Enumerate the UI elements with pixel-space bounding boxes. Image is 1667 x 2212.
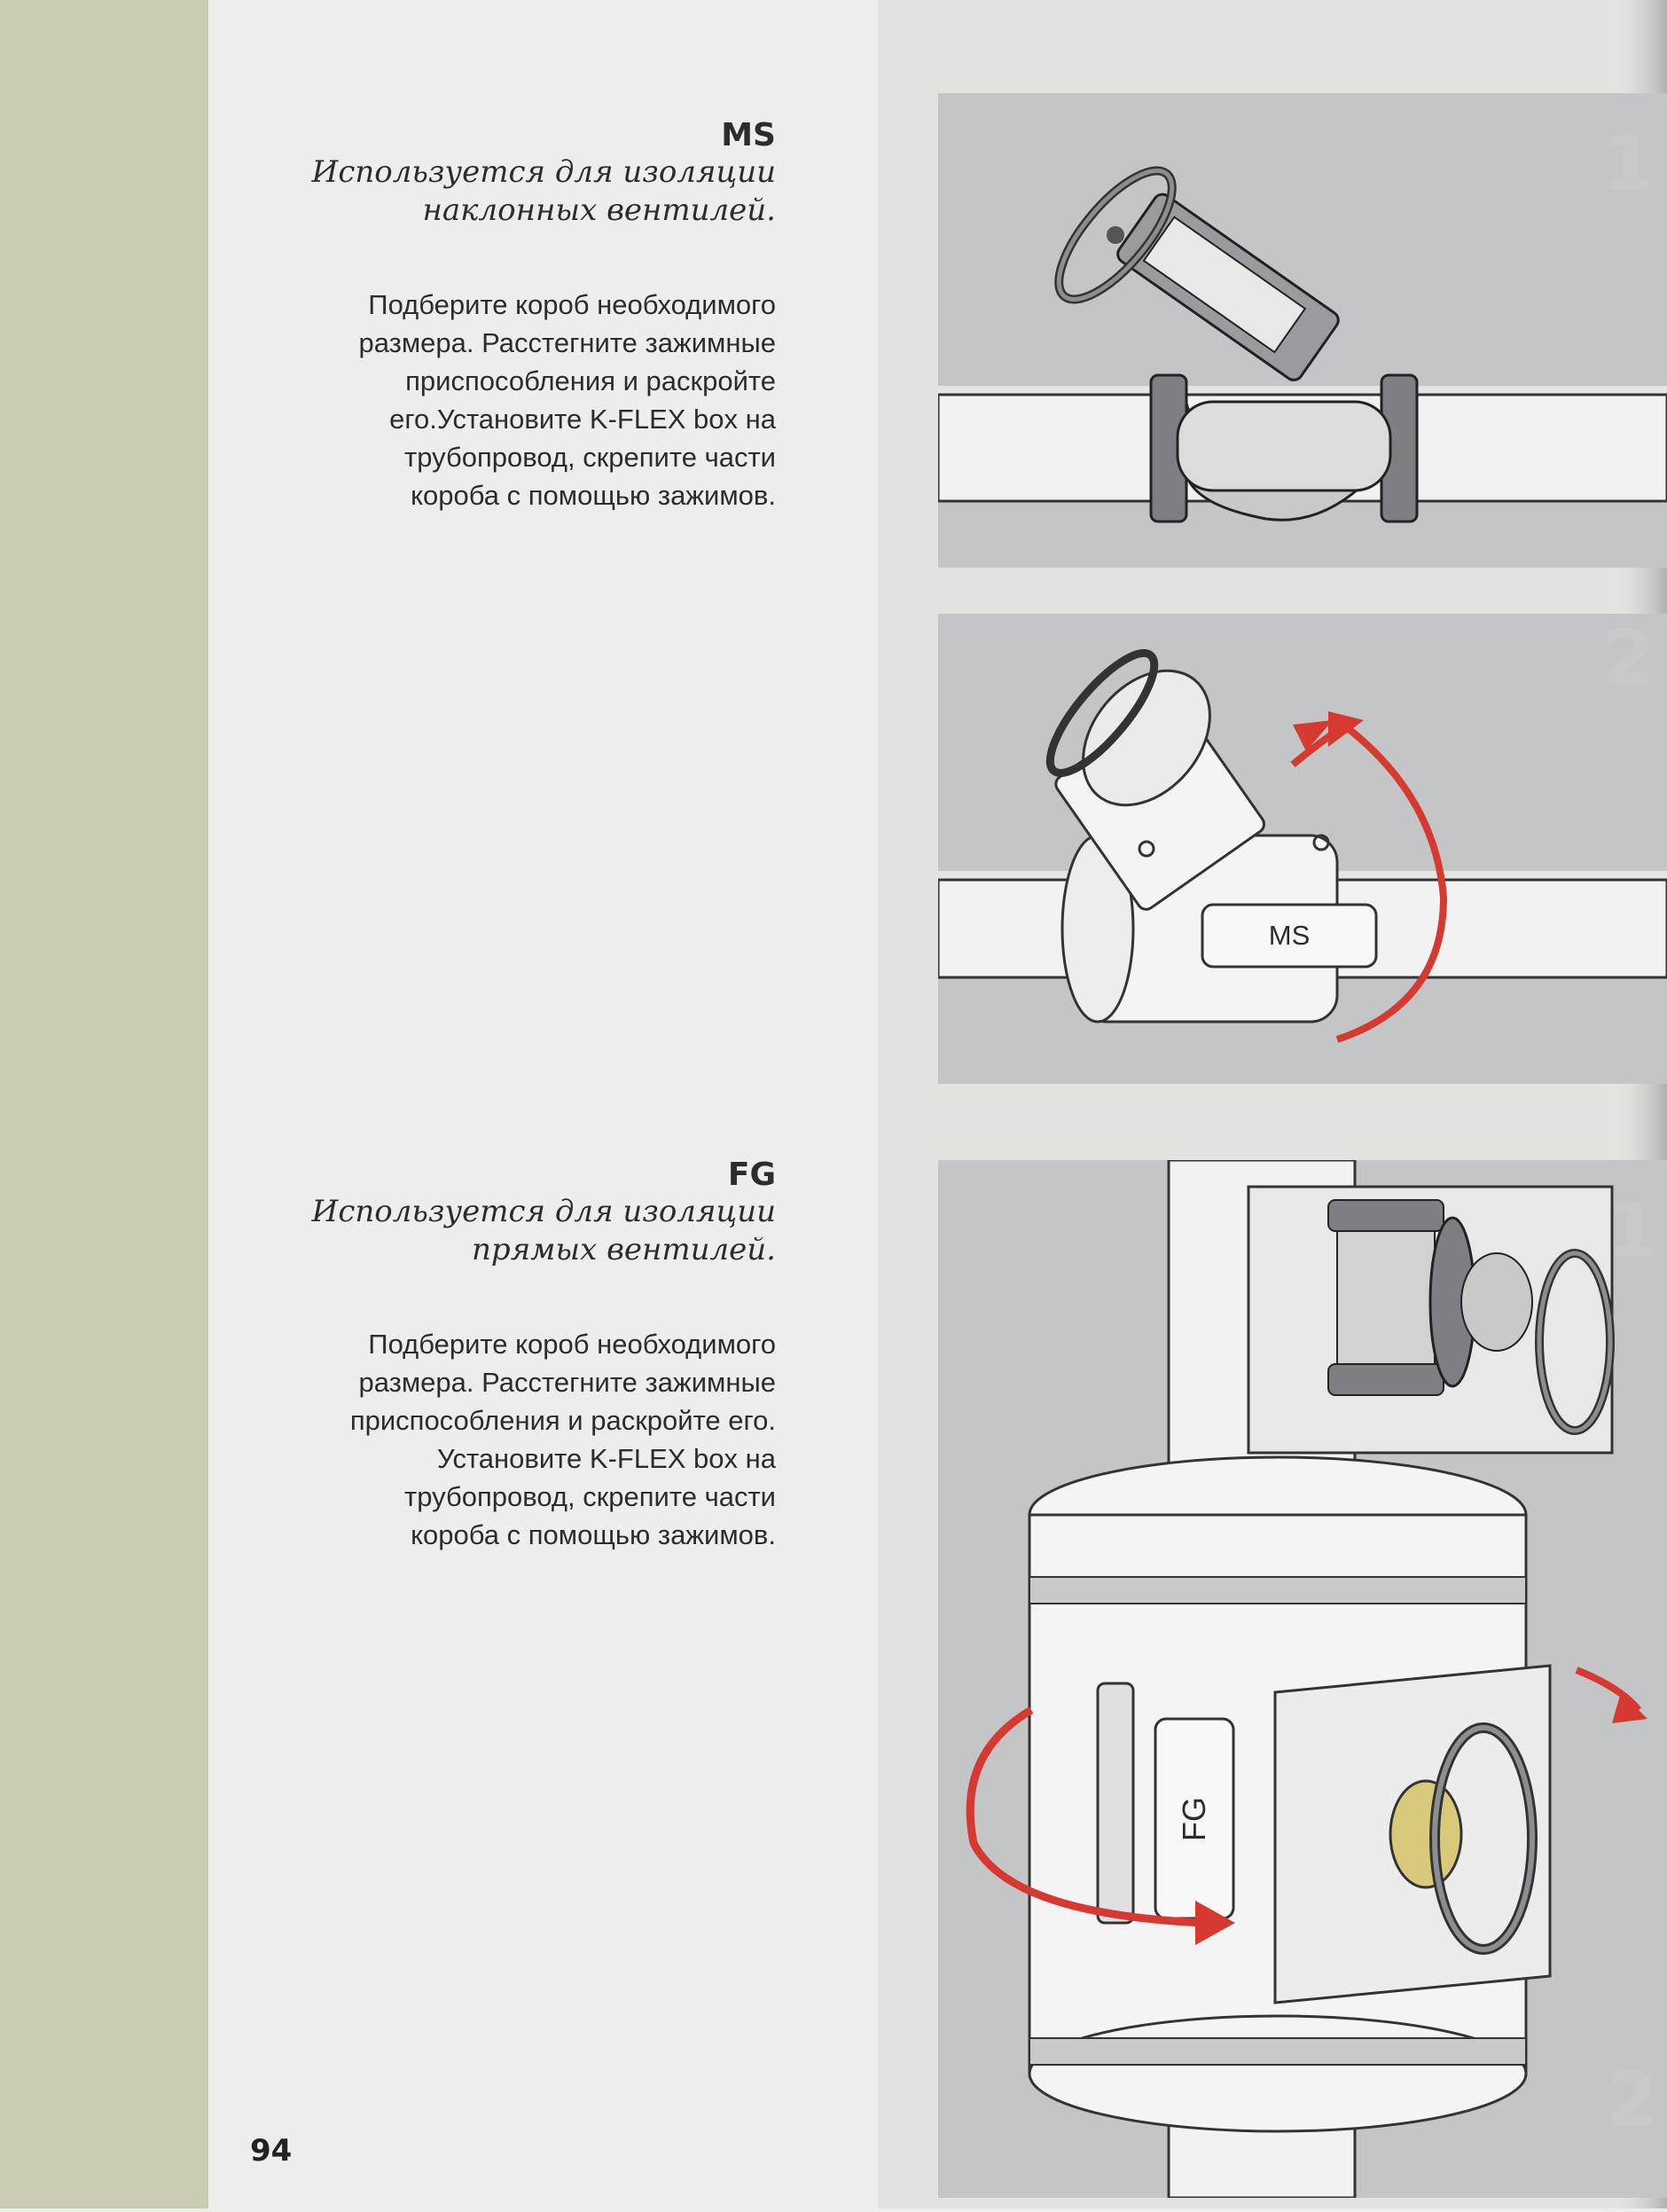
sidebar-accent-band [0, 0, 208, 2208]
ms-box-label: MS [1268, 920, 1311, 951]
ms-body-line: Подберите короб необходимого [368, 289, 776, 320]
page-number: 94 [250, 2133, 293, 2169]
fg-illustration [938, 1160, 1667, 2198]
fg-body-line: размера. Расстегните зажимные [358, 1367, 776, 1398]
fg-subtitle-line: прямых вентилей. [472, 1232, 776, 1267]
fg-step-1-number: 1 [1606, 1187, 1658, 1274]
ms-section-title: MS [721, 117, 776, 153]
ms-subtitle-line: наклонных вентилей. [422, 192, 776, 228]
ms-section-text [279, 118, 776, 514]
fg-section-text [279, 1157, 776, 1554]
ms-step-1-number: 1 [1602, 120, 1655, 207]
fg-body-line: короба с помощью зажимов. [411, 1519, 776, 1550]
ms-body-line: его.Установите K-FLEX box на [389, 404, 776, 435]
fg-step-2-number: 2 [1606, 2056, 1658, 2143]
fg-steps-panel [938, 1160, 1667, 2198]
fg-box-label: FG [1176, 1796, 1212, 1841]
ms-subtitle-line: Используется для изоляции [311, 154, 776, 190]
fg-body-line: Подберите короб необходимого [368, 1329, 776, 1360]
ms-instructions [279, 286, 776, 514]
ms-body-line: приспособления и раскройте [405, 365, 776, 396]
fg-instructions [279, 1325, 776, 1554]
ms-step-2-illustration [938, 614, 1667, 1084]
ms-step-2-panel [938, 614, 1667, 1084]
ms-body-line: трубопровод, скрепите части [404, 442, 776, 473]
fg-body-line: приспособления и раскройте его. [349, 1405, 776, 1436]
ms-body-line: короба с помощью зажимов. [411, 480, 776, 511]
ms-step-2-number: 2 [1602, 614, 1655, 701]
ms-step-1-illustration [938, 93, 1667, 568]
ms-body-line: размера. Расстегните зажимные [358, 327, 776, 358]
fg-subtitle [279, 1193, 776, 1269]
fg-subtitle-line: Используется для изоляции [311, 1194, 776, 1229]
fg-box-label-wrap [1155, 1719, 1233, 1918]
fg-section-title: FG [727, 1157, 776, 1193]
ms-step-1-panel [938, 93, 1667, 568]
ms-subtitle [279, 153, 776, 230]
fg-body-line: трубопровод, скрепите части [404, 1481, 776, 1512]
fg-body-line: Установите K-FLEX box на [436, 1443, 776, 1474]
